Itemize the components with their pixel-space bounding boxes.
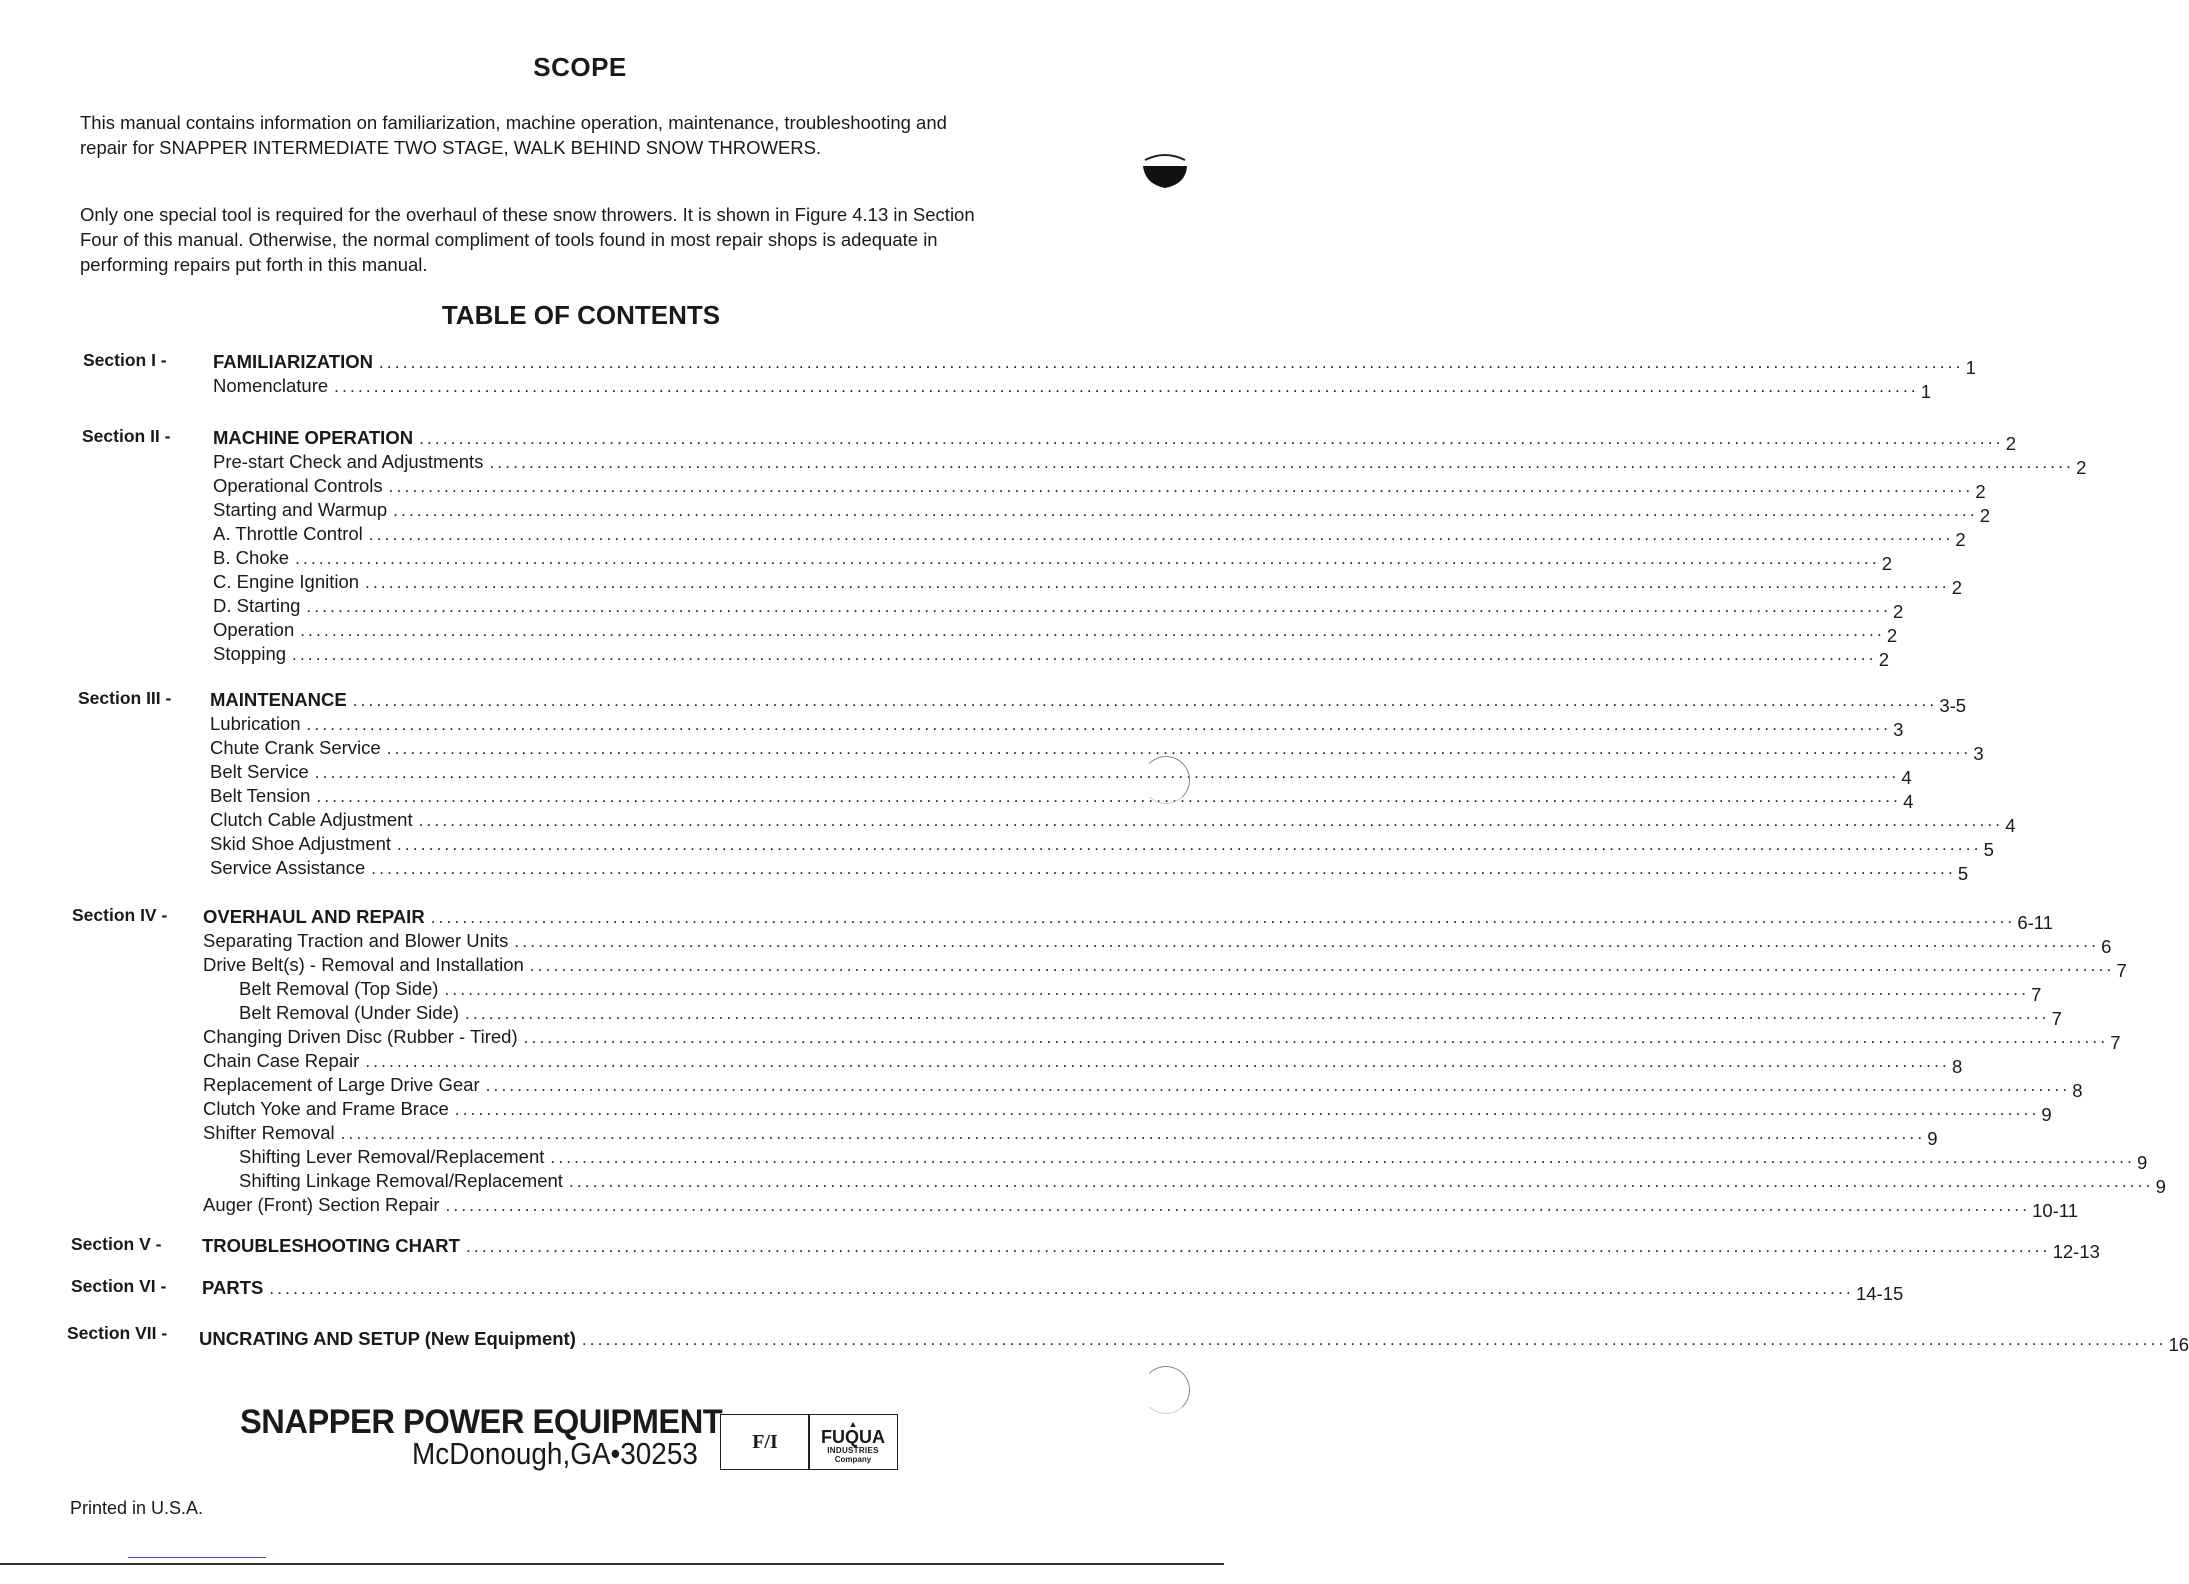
fuqua-logo — [808, 1414, 898, 1470]
dot-leader: ........................................................................................................................................................................................................ — [365, 1052, 1950, 1071]
section-label: Section V - — [71, 1234, 162, 1254]
toc-entry — [213, 618, 1898, 646]
divider — [128, 1557, 266, 1558]
dot-leader: ........................................................................................................................................................................................................ — [314, 763, 1900, 782]
toc-entry-page: 2 — [1951, 577, 1962, 598]
toc-entry — [210, 712, 1904, 740]
toc-entry — [202, 1276, 1904, 1304]
fuqua-logo-text: FUQUA — [821, 1427, 885, 1447]
toc-entry-text: Replacement of Large Drive Gear — [203, 1074, 480, 1095]
toc-entry-text: Operational Controls — [213, 475, 383, 496]
fi-logo-text: F/I — [752, 1430, 778, 1453]
toc-entry-text: Changing Driven Disc (Rubber - Tired) — [203, 1026, 518, 1047]
toc-entry-page: 2 — [1955, 529, 1966, 550]
toc-entry-page: 2 — [1886, 625, 1898, 646]
section-label: Section VI - — [71, 1276, 167, 1296]
toc-entry-text: Starting and Warmup — [213, 499, 388, 520]
toc-entry-text: Service Assistance — [210, 857, 366, 878]
toc-entry-page: 2 — [2005, 433, 2017, 454]
margin-tab-icon — [1140, 150, 1190, 192]
toc-entry-page: 5 — [1957, 863, 1969, 884]
section-label: Section IV - — [72, 905, 168, 925]
dot-leader: ........................................................................................................................................................................................................ — [444, 980, 2030, 999]
scope-paragraph-1-line-1: This manual contains information on familiarization, machine operation, maintenance, troubleshooting and — [80, 112, 947, 133]
section-label: Section II - — [82, 426, 171, 446]
scope-paragraph-1 — [80, 110, 1080, 160]
dot-leader: ........................................................................................................................................................................................................ — [292, 645, 1877, 664]
toc-entry-text: UNCRATING AND SETUP (New Equipment) — [199, 1328, 576, 1349]
toc-entry — [203, 1097, 2052, 1125]
dot-leader: ........................................................................................................................................................................................................ — [489, 453, 2075, 472]
toc-entry-text: Auger (Front) Section Repair — [203, 1194, 440, 1215]
dot-leader: ........................................................................................................................................................................................................ — [568, 1172, 2154, 1191]
dot-leader: ........................................................................................................................................................................................................ — [393, 501, 1978, 520]
toc-entry — [213, 570, 1962, 598]
dot-leader: ........................................................................................................................................................................................................ — [378, 353, 1964, 372]
section-label: Section I - — [83, 350, 167, 370]
toc-entry-text: B. Choke — [213, 547, 290, 568]
toc-entry-page: 6-11 — [2017, 912, 2053, 933]
dot-leader: ........................................................................................................................................................................................................ — [334, 377, 1919, 396]
dot-leader: ........................................................................................................................................................................................................ — [269, 1279, 1854, 1298]
toc-entry-page: 3-5 — [1939, 695, 1967, 716]
fi-logo — [720, 1414, 810, 1470]
toc-entry-page: 7 — [2031, 984, 2042, 1005]
toc-entry-page: 1 — [1920, 381, 1932, 402]
toc-entry — [203, 1001, 2062, 1029]
fuqua-company-text: Company — [834, 1455, 872, 1464]
toc-entry-text: TROUBLESHOOTING CHART — [202, 1235, 460, 1256]
toc-entry — [213, 474, 1986, 502]
toc-entry-page: 4 — [1903, 791, 1914, 812]
toc-entry-text: Lubrication — [210, 713, 301, 734]
toc-entry-page: 3 — [1893, 719, 1904, 740]
toc-entry-text: OVERHAUL AND REPAIR — [203, 906, 425, 927]
toc-entry — [202, 1234, 2100, 1262]
toc-entry-page: 9 — [2137, 1152, 2148, 1173]
toc-entry-page: 8 — [1951, 1056, 1963, 1077]
dot-leader: ........................................................................................................................................................................................................ — [371, 859, 1956, 878]
toc-entry-text: Clutch Yoke and Frame Brace — [203, 1098, 449, 1119]
scope-paragraph-2 — [80, 202, 1080, 277]
toc-entry — [213, 594, 1904, 622]
scope-paragraph-1-line-2: repair for SNAPPER INTERMEDIATE TWO STAGE, WALK BEHIND SNOW THROWERS. — [80, 137, 822, 158]
toc-entry-text: FAMILIARIZATION — [213, 351, 373, 372]
toc-entry-page: 10-11 — [2032, 1200, 2079, 1221]
toc-entry-page: 16 — [2168, 1334, 2189, 1355]
toc-entry-text: Chain Case Repair — [203, 1050, 360, 1071]
section-label: Section VII - — [67, 1323, 168, 1343]
toc-entry — [213, 522, 1966, 550]
dot-leader: ........................................................................................................................................................................................................ — [454, 1100, 2040, 1119]
toc-entry-page: 2 — [1979, 505, 1991, 526]
toc-entry-text: A. Throttle Control — [213, 523, 363, 544]
dot-leader: ........................................................................................................................................................................................................ — [295, 549, 1880, 568]
toc-entry-text: Belt Service — [210, 761, 309, 782]
toc-entry-page: 12-13 — [2052, 1241, 2100, 1262]
toc-entry — [210, 832, 1994, 860]
dot-leader: ........................................................................................................................................................................................................ — [418, 811, 2004, 830]
dot-leader: ........................................................................................................................................................................................................ — [306, 715, 1892, 734]
toc-entry-text: MACHINE OPERATION — [213, 427, 414, 448]
punch-hole-icon — [1142, 756, 1190, 804]
dot-leader: ........................................................................................................................................................................................................ — [388, 477, 1974, 496]
section-label: Section III - — [78, 688, 172, 708]
toc-entry-page: 2 — [1975, 481, 1986, 502]
toc-entry-text: Drive Belt(s) - Removal and Installation — [203, 954, 524, 975]
toc-entry — [203, 1025, 2121, 1053]
toc-entry — [203, 1193, 2079, 1221]
scope-paragraph-2-line-2: Four of this manual. Otherwise, the normal compliment of tools found in most repair shops is adequate in — [80, 229, 938, 250]
toc-entry-page: 5 — [1983, 839, 1994, 860]
dot-leader: ........................................................................................................................................................................................................ — [430, 908, 2016, 927]
printed-in: Printed in U.S.A. — [70, 1498, 204, 1518]
dot-leader: ........................................................................................................................................................................................................ — [523, 1028, 2109, 1047]
toc-entry — [210, 808, 2016, 836]
brand-name: SNAPPER POWER EQUIPMENT — [240, 1403, 723, 1441]
toc-entry — [213, 350, 1976, 378]
toc-entry-text: Chute Crank Service — [210, 737, 381, 758]
toc-entry — [203, 953, 2127, 981]
toc-entry-text: Belt Removal (Top Side) — [239, 978, 439, 999]
dot-leader: ........................................................................................................................................................................................................ — [465, 1237, 2051, 1256]
toc-entry-text: Belt Tension — [210, 785, 311, 806]
dot-leader: ........................................................................................................................................................................................................ — [445, 1196, 2031, 1215]
scope-title: SCOPE — [533, 52, 627, 82]
toc-entry-text: Skid Shoe Adjustment — [210, 833, 391, 854]
dot-leader: ........................................................................................................................................................................................................ — [465, 1004, 2050, 1023]
toc-entry — [213, 546, 1893, 574]
dot-leader: ........................................................................................................................................................................................................ — [365, 573, 1950, 592]
fuqua-triangle-icon: ▲ — [848, 1419, 858, 1429]
toc-entry-page: 7 — [2110, 1032, 2121, 1053]
dot-leader: ........................................................................................................................................................................................................ — [419, 429, 2004, 448]
toc-entry-text: PARTS — [202, 1277, 264, 1298]
toc-entry — [213, 642, 1889, 670]
toc-entry — [210, 688, 1967, 716]
toc-entry-text: Shifting Lever Removal/Replacement — [239, 1146, 545, 1167]
toc-entry-page: 1 — [1965, 357, 1976, 378]
toc-entry-page: 4 — [1901, 767, 1912, 788]
toc-entry — [210, 856, 1969, 884]
scope-paragraph-2-line-1: Only one special tool is required for the overhaul of these snow throwers. It is shown in Figure 4.13 in Section — [80, 204, 975, 225]
toc-entry-text: Stopping — [213, 643, 287, 664]
toc-entry-page: 6 — [2101, 936, 2112, 957]
dot-leader: ........................................................................................................................................................................................................ — [397, 835, 1982, 854]
toc-entry — [203, 977, 2042, 1005]
dot-leader: ........................................................................................................................................................................................................ — [581, 1330, 2167, 1349]
toc-entry-text: MAINTENANCE — [210, 689, 347, 710]
toc-entry-page: 9 — [2041, 1104, 2052, 1125]
toc-entry — [213, 498, 1991, 526]
toc-entry-text: D. Starting — [213, 595, 301, 616]
toc-entry-text: Pre-start Check and Adjustments — [213, 451, 484, 472]
dot-leader: ........................................................................................................................................................................................................ — [485, 1076, 2071, 1095]
toc-entry — [213, 450, 2087, 478]
dot-leader: ........................................................................................................................................................................................................ — [550, 1148, 2136, 1167]
toc-entry-page: 14-15 — [1855, 1283, 1904, 1304]
toc-entry-text: Belt Removal (Under Side) — [239, 1002, 460, 1023]
toc-entry-text: Shifting Linkage Removal/Replacement — [239, 1170, 563, 1191]
dot-leader: ........................................................................................................................................................................................................ — [386, 739, 1972, 758]
dot-leader: ........................................................................................................................................................................................................ — [300, 621, 1885, 640]
toc-entry — [203, 1169, 2166, 1197]
toc-entry-page: 7 — [2051, 1008, 2062, 1029]
toc-entry — [213, 426, 2017, 454]
toc-entry — [203, 1121, 1938, 1149]
divider — [0, 1563, 1224, 1565]
dot-leader: ........................................................................................................................................................................................................ — [306, 597, 1892, 616]
toc-entry-page: 2 — [2076, 457, 2087, 478]
toc-entry — [210, 736, 1984, 764]
toc-entry-page: 3 — [1973, 743, 1984, 764]
dot-leader: ........................................................................................................................................................................................................ — [352, 691, 1938, 710]
scope-paragraph-2-line-3: performing repairs put forth in this manual. — [80, 254, 428, 275]
toc-entry — [203, 1073, 2083, 1101]
toc-entry-page: 2 — [1878, 649, 1889, 670]
dot-leader: ........................................................................................................................................................................................................ — [340, 1124, 1926, 1143]
toc-entry-text: Shifter Removal — [203, 1122, 335, 1143]
toc-entry-page: 9 — [1927, 1128, 1938, 1149]
dot-leader: ........................................................................................................................................................................................................ — [514, 932, 2100, 951]
dot-leader: ........................................................................................................................................................................................................ — [316, 787, 1902, 806]
toc-entry — [203, 929, 2112, 957]
toc-entry-page: 7 — [2116, 960, 2127, 981]
toc-entry-page: 2 — [1893, 601, 1904, 622]
dot-leader: ........................................................................................................................................................................................................ — [529, 956, 2115, 975]
toc-entry — [203, 1049, 1963, 1077]
toc-entry-text: Operation — [213, 619, 295, 640]
toc-entry-text: Clutch Cable Adjustment — [210, 809, 413, 830]
toc-entry — [210, 784, 1914, 812]
toc-entry — [210, 760, 1912, 788]
toc-entry-page: 4 — [2005, 815, 2016, 836]
toc-entry-page: 8 — [2072, 1080, 2083, 1101]
brand-address: McDonough,GA•30253 — [412, 1436, 698, 1471]
toc-entry-page: 9 — [2155, 1176, 2166, 1197]
dot-leader: ........................................................................................................................................................................................................ — [368, 525, 1954, 544]
toc-entry — [203, 1145, 2148, 1173]
toc-title: TABLE OF CONTENTS — [441, 300, 721, 330]
toc-entry-text: C. Engine Ignition — [213, 571, 360, 592]
toc-entry-text: Nomenclature — [213, 375, 329, 396]
toc-entry-page: 2 — [1881, 553, 1893, 574]
toc-entry-text: Separating Traction and Blower Units — [203, 930, 509, 951]
punch-hole-icon — [1142, 1366, 1190, 1414]
toc-entry — [213, 374, 1932, 402]
toc-entry — [203, 905, 2053, 933]
toc-entry — [199, 1327, 2189, 1355]
fuqua-industries-text: INDUSTRIES — [827, 1446, 879, 1455]
